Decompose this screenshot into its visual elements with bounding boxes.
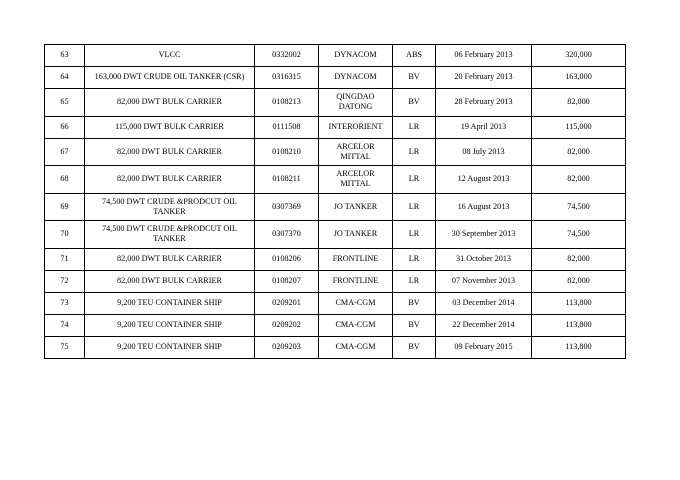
cell-class: BV bbox=[393, 67, 436, 89]
cell-delivery-date: 06 February 2013 bbox=[436, 45, 532, 67]
cell-delivery-date: 28 February 2013 bbox=[436, 89, 532, 117]
cell-hull-number: 0307370 bbox=[255, 221, 319, 249]
cell-owner: CMA-CGM bbox=[319, 314, 393, 336]
cell-vessel-type: 82,000 DWT BULK CARRIER bbox=[85, 166, 255, 194]
table-row bbox=[45, 193, 626, 221]
cell-vessel-type: 82,000 DWT BULK CARRIER bbox=[85, 270, 255, 292]
cell-vessel-type: 9,200 TEU CONTAINER SHIP bbox=[85, 314, 255, 336]
table-row bbox=[45, 67, 626, 89]
cell-capacity: 115,000 bbox=[532, 116, 626, 138]
cell-hull-number: 0108210 bbox=[255, 138, 319, 166]
table-row bbox=[45, 314, 626, 336]
cell-hull-number: 0108211 bbox=[255, 166, 319, 194]
cell-owner: INTERORIENT bbox=[319, 116, 393, 138]
cell-capacity: 82,000 bbox=[532, 166, 626, 194]
cell-vessel-type: VLCC bbox=[85, 45, 255, 67]
cell-hull-number: 0307369 bbox=[255, 193, 319, 221]
cell-class: ABS bbox=[393, 45, 436, 67]
cell-delivery-date: 07 November 2013 bbox=[436, 270, 532, 292]
cell-no: 73 bbox=[45, 292, 85, 314]
cell-hull-number: 0108213 bbox=[255, 89, 319, 117]
cell-owner: CMA-CGM bbox=[319, 336, 393, 358]
cell-owner: FRONTLINE bbox=[319, 270, 393, 292]
cell-hull-number: 0209202 bbox=[255, 314, 319, 336]
cell-vessel-type: 74,500 DWT CRUDE &PRODCUT OIL TANKER bbox=[85, 193, 255, 221]
cell-delivery-date: 16 August 2013 bbox=[436, 193, 532, 221]
cell-capacity: 113,800 bbox=[532, 292, 626, 314]
cell-capacity: 82,000 bbox=[532, 248, 626, 270]
cell-owner: DYNACOM bbox=[319, 45, 393, 67]
table-row bbox=[45, 248, 626, 270]
cell-class: LR bbox=[393, 138, 436, 166]
cell-class: BV bbox=[393, 314, 436, 336]
cell-capacity: 74,500 bbox=[532, 193, 626, 221]
cell-delivery-date: 31 October 2013 bbox=[436, 248, 532, 270]
cell-vessel-type: 163,000 DWT CRUDE OIL TANKER (CSR) bbox=[85, 67, 255, 89]
cell-no: 68 bbox=[45, 166, 85, 194]
table-row bbox=[45, 166, 626, 194]
cell-no: 71 bbox=[45, 248, 85, 270]
cell-vessel-type: 82,000 DWT BULK CARRIER bbox=[85, 89, 255, 117]
cell-delivery-date: 12 August 2013 bbox=[436, 166, 532, 194]
cell-class: LR bbox=[393, 193, 436, 221]
cell-capacity: 113,800 bbox=[532, 336, 626, 358]
cell-no: 65 bbox=[45, 89, 85, 117]
cell-vessel-type: 74,500 DWT CRUDE &PRODCUT OIL TANKER bbox=[85, 221, 255, 249]
cell-delivery-date: 08 July 2013 bbox=[436, 138, 532, 166]
table-row bbox=[45, 116, 626, 138]
table-row bbox=[45, 45, 626, 67]
cell-owner: JO TANKER bbox=[319, 193, 393, 221]
cell-vessel-type: 9,200 TEU CONTAINER SHIP bbox=[85, 336, 255, 358]
cell-class: LR bbox=[393, 270, 436, 292]
cell-class: BV bbox=[393, 292, 436, 314]
cell-no: 64 bbox=[45, 67, 85, 89]
cell-no: 69 bbox=[45, 193, 85, 221]
cell-vessel-type: 9,200 TEU CONTAINER SHIP bbox=[85, 292, 255, 314]
cell-no: 74 bbox=[45, 314, 85, 336]
cell-class: BV bbox=[393, 89, 436, 117]
cell-vessel-type: 115,000 DWT BULK CARRIER bbox=[85, 116, 255, 138]
cell-class: LR bbox=[393, 221, 436, 249]
cell-capacity: 74,500 bbox=[532, 221, 626, 249]
cell-class: LR bbox=[393, 116, 436, 138]
cell-no: 63 bbox=[45, 45, 85, 67]
cell-owner: FRONTLINE bbox=[319, 248, 393, 270]
table-row bbox=[45, 138, 626, 166]
cell-hull-number: 0209201 bbox=[255, 292, 319, 314]
cell-class: LR bbox=[393, 166, 436, 194]
cell-hull-number: 0209203 bbox=[255, 336, 319, 358]
cell-no: 66 bbox=[45, 116, 85, 138]
cell-delivery-date: 19 April 2013 bbox=[436, 116, 532, 138]
table-row bbox=[45, 221, 626, 249]
cell-delivery-date: 20 February 2013 bbox=[436, 67, 532, 89]
cell-no: 72 bbox=[45, 270, 85, 292]
cell-owner: ARCELOR MITTAL bbox=[319, 166, 393, 194]
cell-owner: CMA-CGM bbox=[319, 292, 393, 314]
cell-hull-number: 0332002 bbox=[255, 45, 319, 67]
table-body bbox=[45, 45, 626, 359]
table-row bbox=[45, 292, 626, 314]
cell-capacity: 113,800 bbox=[532, 314, 626, 336]
cell-delivery-date: 22 December 2014 bbox=[436, 314, 532, 336]
cell-class: BV bbox=[393, 336, 436, 358]
cell-owner: DYNACOM bbox=[319, 67, 393, 89]
cell-vessel-type: 82,000 DWT BULK CARRIER bbox=[85, 248, 255, 270]
cell-capacity: 82,000 bbox=[532, 89, 626, 117]
cell-owner: JO TANKER bbox=[319, 221, 393, 249]
cell-capacity: 320,000 bbox=[532, 45, 626, 67]
vessel-delivery-table bbox=[44, 44, 626, 359]
cell-capacity: 82,000 bbox=[532, 138, 626, 166]
table-row bbox=[45, 336, 626, 358]
cell-hull-number: 0108207 bbox=[255, 270, 319, 292]
cell-no: 67 bbox=[45, 138, 85, 166]
cell-delivery-date: 30 September 2013 bbox=[436, 221, 532, 249]
cell-no: 75 bbox=[45, 336, 85, 358]
cell-hull-number: 0316315 bbox=[255, 67, 319, 89]
cell-delivery-date: 03 December 2014 bbox=[436, 292, 532, 314]
table-row bbox=[45, 89, 626, 117]
cell-vessel-type: 82,000 DWT BULK CARRIER bbox=[85, 138, 255, 166]
cell-owner: ARCELOR MITTAL bbox=[319, 138, 393, 166]
cell-no: 70 bbox=[45, 221, 85, 249]
cell-class: LR bbox=[393, 248, 436, 270]
cell-owner: QINGDAO DATONG bbox=[319, 89, 393, 117]
cell-delivery-date: 09 February 2015 bbox=[436, 336, 532, 358]
cell-capacity: 163,000 bbox=[532, 67, 626, 89]
table-row bbox=[45, 270, 626, 292]
cell-hull-number: 0111508 bbox=[255, 116, 319, 138]
cell-capacity: 82,000 bbox=[532, 270, 626, 292]
cell-hull-number: 0108206 bbox=[255, 248, 319, 270]
